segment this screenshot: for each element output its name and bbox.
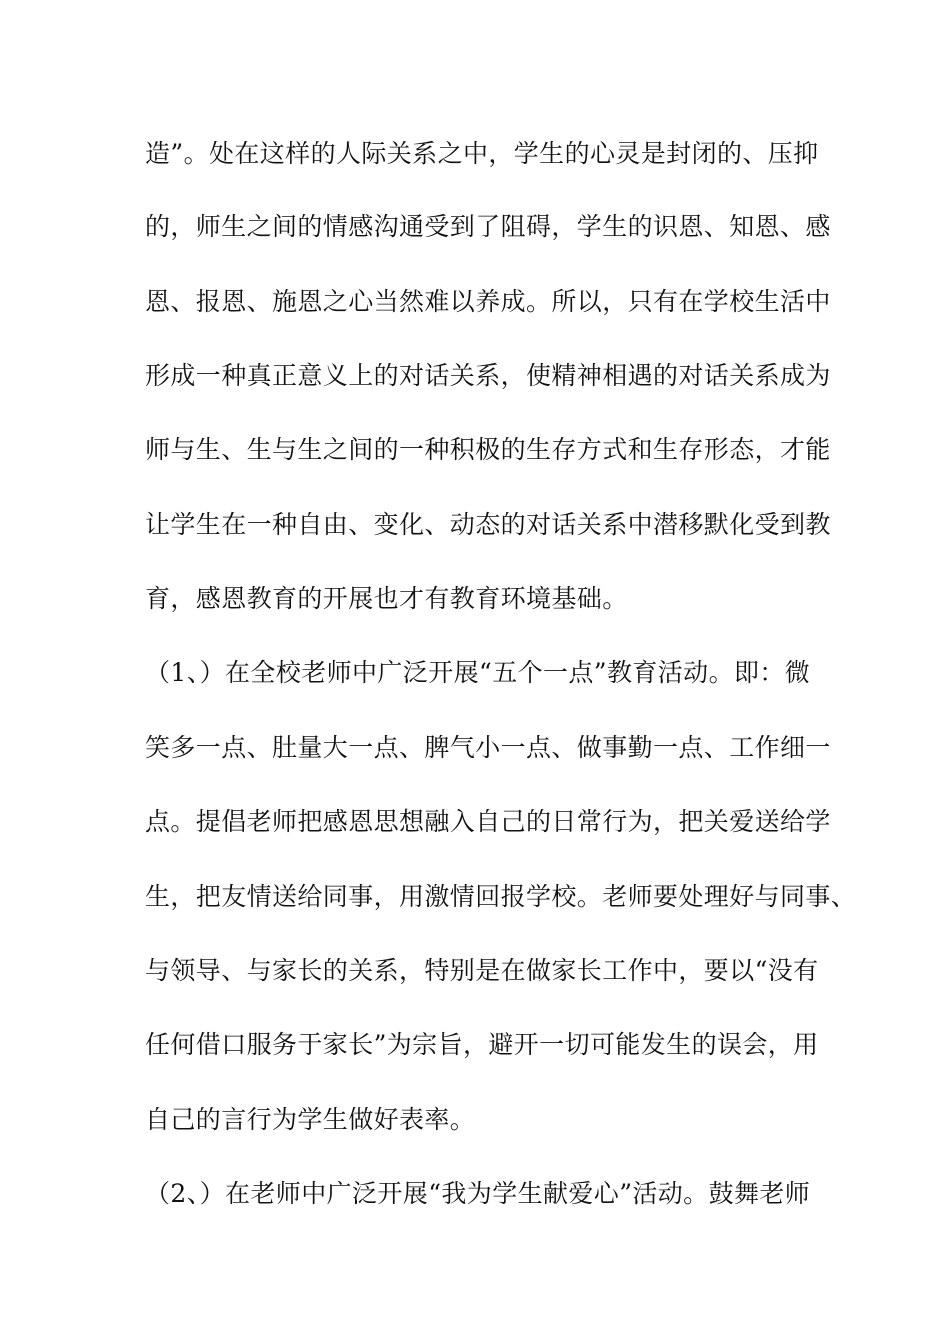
text-line: 自己的言行为学生做好表率。	[145, 1105, 476, 1134]
paragraph-start-line: （1、）在全校老师中广泛开展“五个一点”教育活动。即：微	[145, 658, 811, 687]
paragraph-start-line: （2、）在老师中广泛开展“我为学生献爱心”活动。鼓舞老师	[145, 1179, 811, 1208]
text-line: 形成一种真正意义上的对话关系，使精神相遇的对话关系成为	[145, 361, 831, 390]
text-line: 笑多一点、肚量大一点、脾气小一点、做事勤一点、工作细一	[145, 733, 831, 762]
text-line: 任何借口服务于家长”为宗旨，避开一切可能发生的误会，用	[145, 1030, 819, 1059]
text-line: 恩、报恩、施恩之心当然难以养成。所以，只有在学校生活中	[145, 287, 831, 316]
text-line: 与领导、与家长的关系，特别是在做家长工作中，要以“没有	[145, 956, 819, 985]
text-line: 造”。处在这样的人际关系之中，学生的心灵是封闭的、压抑	[145, 139, 819, 168]
text-line: 点。提倡老师把感恩思想融入自己的日常行为，把关爱送给学	[145, 807, 831, 836]
text-line: 师与生、生与生之间的一种积极的生存方式和生存形态，才能	[145, 435, 831, 464]
text-line: 的，师生之间的情感沟通受到了阻碍，学生的识恩、知恩、感	[145, 212, 831, 241]
text-line: 育，感恩教育的开展也才有教育环境基础。	[145, 584, 628, 613]
text-line: 让学生在一种自由、变化、动态的对话关系中潜移默化受到教	[145, 510, 831, 539]
text-line: 生，把友情送给同事，用激情回报学校。老师要处理好与同事、	[145, 882, 857, 911]
